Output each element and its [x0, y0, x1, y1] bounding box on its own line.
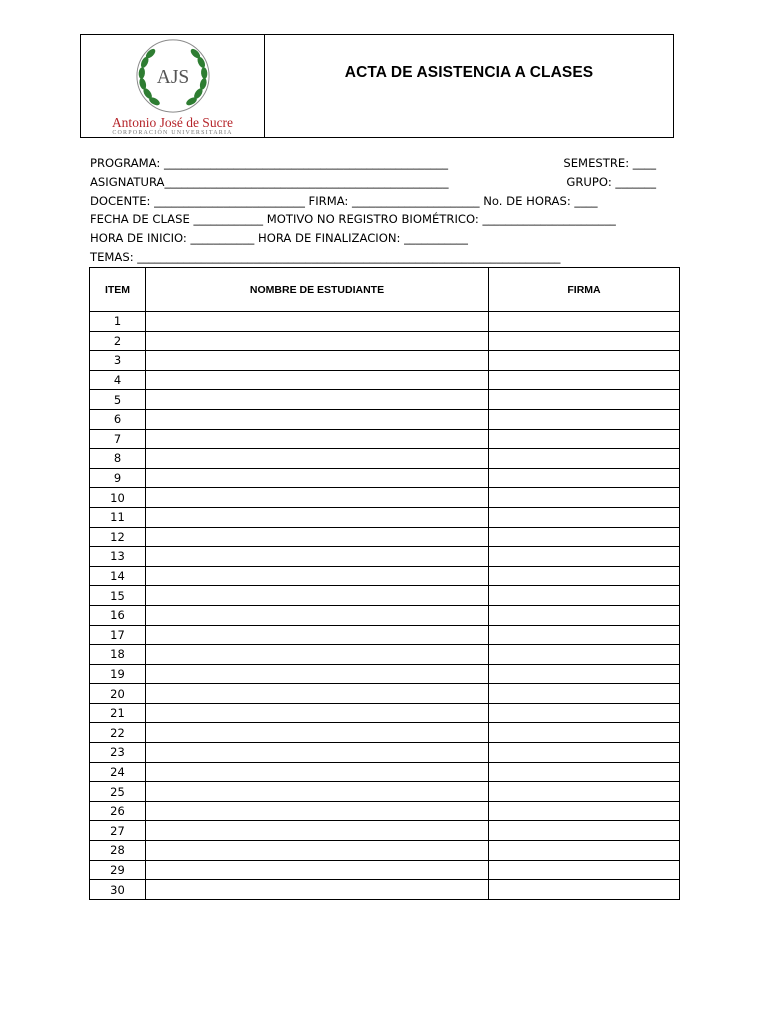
table-row	[90, 762, 680, 782]
docente-row[interactable]	[90, 192, 656, 211]
student-name-cell[interactable]	[146, 841, 489, 861]
table-row	[90, 880, 680, 900]
student-name-cell[interactable]	[146, 645, 489, 665]
item-number: 20	[90, 684, 146, 704]
student-name-cell[interactable]	[146, 409, 489, 429]
item-number: 16	[90, 605, 146, 625]
fecha-row[interactable]	[90, 210, 656, 229]
item-number: 27	[90, 821, 146, 841]
table-body	[90, 312, 680, 900]
document-title: ACTA DE ASISTENCIA A CLASES	[344, 64, 594, 81]
table-row	[90, 605, 680, 625]
asignatura-field[interactable]: ASIGNATURA_________________________________________________	[90, 174, 449, 189]
table-row	[90, 429, 680, 449]
item-number: 13	[90, 547, 146, 567]
table-row	[90, 547, 680, 567]
student-name-cell[interactable]	[146, 507, 489, 527]
item-number: 19	[90, 664, 146, 684]
table-row	[90, 409, 680, 429]
signature-cell[interactable]	[489, 409, 680, 429]
table-row	[90, 351, 680, 371]
signature-cell[interactable]	[489, 880, 680, 900]
signature-cell[interactable]	[489, 605, 680, 625]
table-row	[90, 801, 680, 821]
student-name-cell[interactable]	[146, 703, 489, 723]
signature-cell[interactable]	[489, 841, 680, 861]
hora-line[interactable]: HORA DE INICIO: ___________ HORA DE FINALIZACION: ___________	[90, 231, 468, 246]
signature-cell[interactable]	[489, 625, 680, 645]
student-name-cell[interactable]	[146, 801, 489, 821]
signature-cell[interactable]	[489, 723, 680, 743]
signature-cell[interactable]	[489, 547, 680, 567]
signature-cell[interactable]	[489, 449, 680, 469]
table-row	[90, 860, 680, 880]
student-name-cell[interactable]	[146, 880, 489, 900]
docente-line[interactable]: DOCENTE: __________________________ FIRMA: ______________________ No. DE HORAS: ____	[90, 193, 598, 208]
item-number: 12	[90, 527, 146, 547]
temas-row[interactable]	[90, 248, 656, 267]
table-row	[90, 370, 680, 390]
table-row	[90, 331, 680, 351]
table-row	[90, 703, 680, 723]
signature-header: FIRMA	[489, 268, 680, 312]
semestre-field[interactable]: SEMESTRE: ____	[563, 156, 656, 170]
class-info-form	[90, 154, 656, 267]
item-number: 14	[90, 566, 146, 586]
signature-cell[interactable]	[489, 684, 680, 704]
item-number: 15	[90, 586, 146, 606]
student-name-cell[interactable]	[146, 390, 489, 410]
table-row	[90, 841, 680, 861]
student-name-cell[interactable]	[146, 566, 489, 586]
signature-cell[interactable]	[489, 762, 680, 782]
student-name-cell[interactable]	[146, 664, 489, 684]
item-number: 24	[90, 762, 146, 782]
table-row	[90, 723, 680, 743]
grupo-field[interactable]: GRUPO: _______	[566, 174, 656, 189]
student-name-cell[interactable]	[146, 762, 489, 782]
student-name-cell[interactable]	[146, 605, 489, 625]
signature-cell[interactable]	[489, 527, 680, 547]
student-name-cell[interactable]	[146, 449, 489, 469]
signature-cell[interactable]	[489, 860, 680, 880]
item-number: 4	[90, 370, 146, 390]
signature-cell[interactable]	[489, 586, 680, 606]
student-name-header: NOMBRE DE ESTUDIANTE	[146, 268, 489, 312]
item-number: 5	[90, 390, 146, 410]
document-header	[80, 34, 674, 138]
table-row	[90, 390, 680, 410]
attendance-table	[89, 267, 680, 900]
item-number: 30	[90, 880, 146, 900]
temas-line[interactable]: TEMAS: _________________________________________________________________________	[90, 249, 561, 264]
student-name-cell[interactable]	[146, 488, 489, 508]
signature-cell[interactable]	[489, 370, 680, 390]
logo-name: Antonio José de Sucre	[111, 115, 234, 130]
student-name-cell[interactable]	[146, 743, 489, 763]
signature-cell[interactable]	[489, 743, 680, 763]
table-row	[90, 468, 680, 488]
item-number: 1	[90, 312, 146, 332]
item-number: 28	[90, 841, 146, 861]
svg-text:AJS: AJS	[156, 66, 189, 88]
item-number: 29	[90, 860, 146, 880]
table-row	[90, 645, 680, 665]
table-header-row	[90, 268, 680, 312]
student-name-cell[interactable]	[146, 468, 489, 488]
table-row	[90, 488, 680, 508]
item-number: 22	[90, 723, 146, 743]
table-row	[90, 684, 680, 704]
table-row	[90, 312, 680, 332]
student-name-cell[interactable]	[146, 370, 489, 390]
signature-cell[interactable]	[489, 351, 680, 371]
item-number: 23	[90, 743, 146, 763]
student-name-cell[interactable]	[146, 351, 489, 371]
item-number: 3	[90, 351, 146, 371]
signature-cell[interactable]	[489, 507, 680, 527]
signature-cell[interactable]	[489, 703, 680, 723]
table-row	[90, 782, 680, 802]
programa-field[interactable]: PROGRAMA: _________________________________________________	[90, 156, 449, 170]
signature-cell[interactable]	[489, 331, 680, 351]
table-row	[90, 566, 680, 586]
item-number: 9	[90, 468, 146, 488]
student-name-cell[interactable]	[146, 547, 489, 567]
table-row	[90, 743, 680, 763]
signature-cell[interactable]	[489, 468, 680, 488]
signature-cell[interactable]	[489, 566, 680, 586]
programa-row	[90, 154, 656, 173]
item-number: 26	[90, 801, 146, 821]
signature-cell[interactable]	[489, 488, 680, 508]
item-number: 17	[90, 625, 146, 645]
signature-cell[interactable]	[489, 664, 680, 684]
student-name-cell[interactable]	[146, 625, 489, 645]
student-name-cell[interactable]	[146, 331, 489, 351]
logo	[81, 35, 265, 137]
student-name-cell[interactable]	[146, 684, 489, 704]
title-cell	[265, 35, 673, 137]
table-row	[90, 586, 680, 606]
logo-subtitle: CORPORACIÓN UNIVERSITARIA	[112, 130, 233, 136]
item-number: 8	[90, 449, 146, 469]
asignatura-row	[90, 173, 656, 192]
signature-cell[interactable]	[489, 429, 680, 449]
table-row	[90, 625, 680, 645]
student-name-cell[interactable]	[146, 527, 489, 547]
signature-cell[interactable]	[489, 801, 680, 821]
item-number: 25	[90, 782, 146, 802]
signature-cell[interactable]	[489, 390, 680, 410]
item-header: ITEM	[90, 268, 146, 312]
student-name-cell[interactable]	[146, 860, 489, 880]
student-name-cell[interactable]	[146, 586, 489, 606]
table-row	[90, 527, 680, 547]
signature-cell[interactable]	[489, 312, 680, 332]
hora-row[interactable]	[90, 229, 656, 248]
item-number: 11	[90, 507, 146, 527]
item-number: 21	[90, 703, 146, 723]
item-number: 2	[90, 331, 146, 351]
signature-cell[interactable]	[489, 645, 680, 665]
student-name-cell[interactable]	[146, 429, 489, 449]
item-number: 18	[90, 645, 146, 665]
signature-cell[interactable]	[489, 821, 680, 841]
student-name-cell[interactable]	[146, 782, 489, 802]
table-row	[90, 821, 680, 841]
signature-cell[interactable]	[489, 782, 680, 802]
item-number: 6	[90, 409, 146, 429]
student-name-cell[interactable]	[146, 723, 489, 743]
item-number: 10	[90, 488, 146, 508]
laurel-monogram-icon	[130, 37, 216, 115]
table-row	[90, 507, 680, 527]
item-number: 7	[90, 429, 146, 449]
table-row	[90, 449, 680, 469]
student-name-cell[interactable]	[146, 821, 489, 841]
table-row	[90, 664, 680, 684]
student-name-cell[interactable]	[146, 312, 489, 332]
fecha-line[interactable]: FECHA DE CLASE ____________ MOTIVO NO REGISTRO BIOMÉTRICO: _______________________	[90, 212, 616, 227]
